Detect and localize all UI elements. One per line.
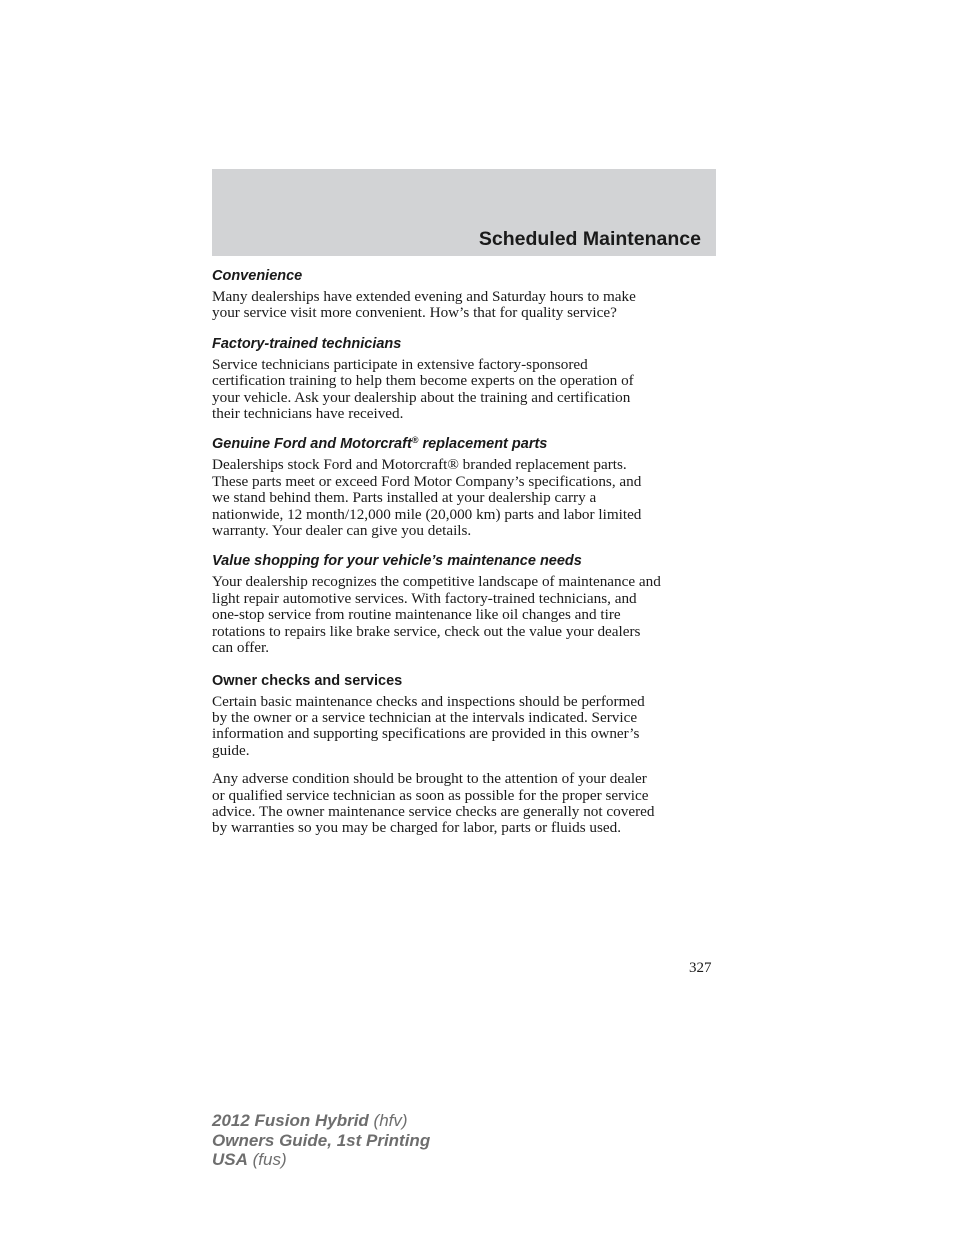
- heading-text: replacement parts: [418, 436, 548, 453]
- heading-owner-checks: Owner checks and services: [212, 672, 403, 689]
- paragraph-value-shopping: [212, 574, 718, 656]
- text-line: Certain basic maintenance checks and inspections should be performed: [212, 692, 645, 710]
- text-line: can offer.: [212, 639, 270, 657]
- footer-market-code: (fus): [247, 1150, 287, 1169]
- heading-factory-trained: Factory-trained technicians: [212, 335, 402, 352]
- text-line: light repair automotive services. With factory-trained technicians, and: [212, 589, 637, 607]
- footer-line-1: [212, 1111, 430, 1131]
- footer-line-2: [212, 1131, 430, 1151]
- text-line: by warranties so you may be charged for labor, parts or fluids used.: [212, 819, 622, 837]
- paragraph-owner-checks-2: [212, 771, 718, 837]
- text-line: your vehicle. Ask your dealership about the training and certification: [212, 388, 631, 406]
- footer-market: USA: [212, 1150, 248, 1169]
- text-line: by the owner or a service technician at the intervals indicated. Service: [212, 708, 638, 726]
- text-line: These parts meet or exceed Ford Motor Company’s specifications, and: [212, 472, 642, 490]
- section-title: Scheduled Maintenance: [478, 228, 701, 250]
- text-line: nationwide, 12 month/12,000 mile (20,000 km) parts and labor limited: [212, 505, 642, 523]
- section-header-band: [212, 169, 716, 256]
- text-line: your service visit more convenient. How’s that for quality service?: [212, 304, 617, 322]
- text-line: warranty. Your dealer can give you details.: [212, 522, 472, 540]
- footer-model: 2012 Fusion Hybrid: [212, 1111, 369, 1130]
- text-line: their technicians have received.: [212, 405, 404, 423]
- paragraph-owner-checks-1: [212, 694, 718, 760]
- document-footer: [212, 1111, 430, 1170]
- text-line: or qualified service technician as soon as possible for the proper service: [212, 786, 649, 804]
- text-line: Any adverse condition should be brought to the attention of your dealer: [212, 770, 647, 788]
- paragraph-genuine-parts: [212, 457, 718, 539]
- page-content: [212, 266, 718, 849]
- footer-edition: Owners Guide, 1st Printing: [212, 1130, 431, 1150]
- heading-value-shopping: Value shopping for your vehicle’s maintenance needs: [212, 553, 582, 570]
- text-line: Your dealership recognizes the competitive landscape of maintenance and: [212, 573, 661, 591]
- footer-model-code: (hfv): [368, 1111, 408, 1130]
- paragraph-factory-trained: [212, 357, 718, 423]
- heading-genuine-parts: [212, 434, 718, 454]
- heading-text: Genuine Ford and Motorcraft: [212, 436, 412, 453]
- text-line: Service technicians participate in extensive factory-sponsored: [212, 355, 588, 373]
- text-line: Dealerships stock Ford and Motorcraft® branded replacement parts.: [212, 456, 627, 474]
- page-number: 327: [689, 960, 712, 976]
- text-line: certification training to help them become experts on the operation of: [212, 372, 634, 390]
- text-line: Many dealerships have extended evening and Saturday hours to make: [212, 288, 636, 305]
- text-line: one-stop service from routine maintenance like oil changes and tire: [212, 606, 621, 624]
- registered-mark: ®: [411, 435, 419, 446]
- text-line: information and supporting specifications are provided in this owner’s: [212, 725, 640, 743]
- text-line: rotations to repairs like brake service, check out the value your dealers: [212, 622, 641, 640]
- heading-convenience: Convenience: [212, 268, 303, 284]
- text-line: guide.: [212, 741, 250, 759]
- text-line: we stand behind them. Parts installed at your dealership carry a: [212, 489, 597, 507]
- footer-line-3: [212, 1150, 430, 1170]
- paragraph-convenience: [212, 289, 718, 322]
- text-line: advice. The owner maintenance service checks are generally not covered: [212, 802, 655, 820]
